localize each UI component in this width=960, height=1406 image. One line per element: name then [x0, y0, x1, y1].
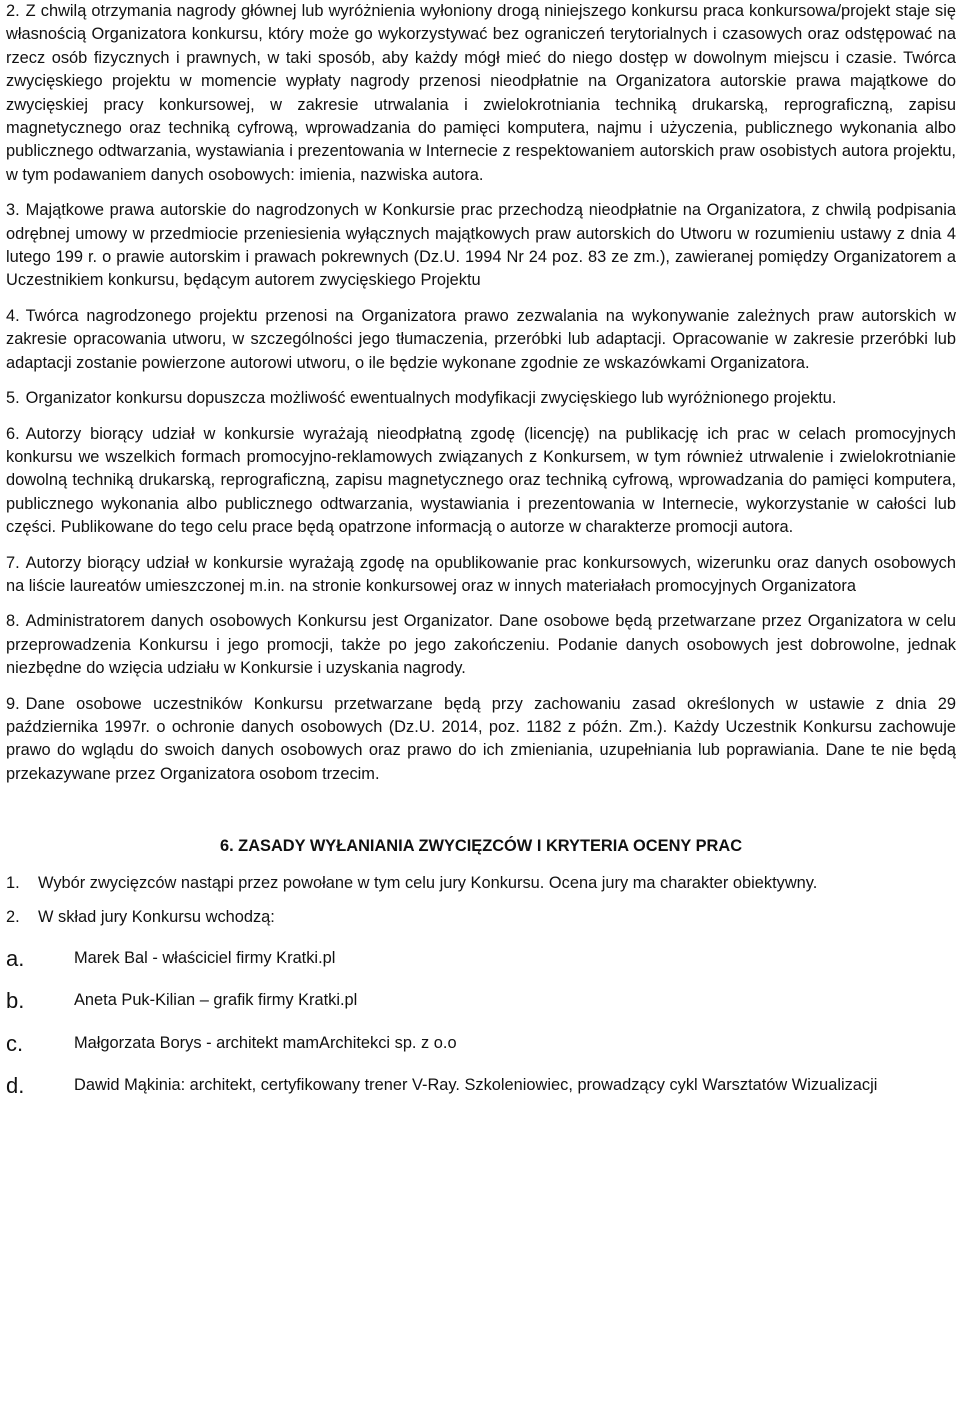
paragraph-number: 4.: [6, 306, 20, 325]
paragraph-9: [6, 693, 956, 787]
jury-member-a: [6, 947, 956, 970]
paragraph-text: Organizator konkursu dopuszcza możliwość ewentualnych modyfikacji zwycięskiego lub wyróżnionego projektu.: [25, 389, 837, 408]
section-heading: 6. ZASADY WYŁANIANIA ZWYCIĘZCÓW I KRYTERIA OCENY PRAC: [219, 837, 743, 856]
jury-marker: c.: [6, 1030, 24, 1056]
jury-marker: a.: [6, 946, 25, 971]
paragraph-2: [6, 0, 956, 187]
paragraph-6: [6, 423, 956, 540]
list-item-2: [6, 906, 956, 929]
paragraph-text: Autorzy biorący udział w konkursie wyrażają zgodę na opublikowanie prac konkursowych, wizerunku oraz danych osobowych na liście laureatów umieszczonej m.in. na stronie konkursowej oraz w innych materiałach promocyjnych Organizatora: [6, 553, 956, 595]
paragraph-7: [6, 552, 956, 599]
list-item-number: 2.: [6, 907, 20, 926]
list-item-1: [6, 872, 956, 895]
jury-marker: d.: [6, 1073, 25, 1099]
list-item-text: Wybór zwycięzców nastąpi przez powołane w tym celu jury Konkursu. Ocena jury ma charakter obiektywny.: [38, 874, 818, 893]
paragraph-4: [6, 305, 956, 375]
jury-member-text: Marek Bal - właściciel firmy Kratki.pl: [74, 949, 336, 967]
paragraph-text: Dane osobowe uczestników Konkursu przetwarzane będą przy zachowaniu zasad określonych w ustawie z dnia 29 października 1997r. o ochronie danych osobowych (Dz.U. 2014, poz. 1182 z późn. Zm.). Każdy Uczestnik Konkursu zachowuje prawo do wglądu do swoich danych osobowych oraz prawo do ich zmieniania, uzupełniania lub poprawiania. Dane te nie będą przekazywane przez Organizatora osobom trzecim.: [6, 694, 956, 783]
paragraph-text: Twórca nagrodzonego projektu przenosi na Organizatora prawo zezwalania na wykonywanie zależnych praw autorskich w zakresie opracowania utworu, w szczególności jego tłumaczenia, przeróbki lub adaptacji. Opracowanie w zakresie przeróbki lub adaptacji zostanie powierzone autorowi utworu, o ile będzie wykonane zgodnie ze wskazówkami Organizatora.: [6, 306, 956, 372]
paragraph-text: Autorzy biorący udział w konkursie wyrażają nieodpłatną zgodę (licencję) na publikację ich prac w celach promocyjnych konkursu we wszelkich formach promocyjno-reklamowych związanych z Konkursem, w tym również utrwalenie i zwielokrotnianie dowolną techniką drukarską, reprograficzną, zapisu magnetycznego oraz techniką cyfrową, wprowadzania do pamięci komputera, publicznego wykonania albo publicznego odtwarzania, wystawiania i prezentowania w Internecie, wykorzystanie w całości lub części. Publikowane do tego celu prace będą opatrzone informacją o autorze w charakterze promocji autora.: [6, 424, 956, 537]
list-item-number: 1.: [6, 874, 20, 893]
jury-member-b: [6, 989, 956, 1012]
paragraph-text: Administratorem danych osobowych Konkursu jest Organizator. Dane osobowe będą przetwarzane przez Organizatora w celu przeprowadzenia Konkursu i jego promocji, także po jego zakończeniu. Podanie danych osobowych jest dobrowolne, jednak niezbędne do wzięcia udziału w Konkursie i uzyskania nagrody.: [6, 612, 956, 678]
paragraph-number: 2.: [6, 2, 20, 20]
paragraph-text: Z chwilą otrzymania nagrody głównej lub wyróżnienia wyłoniony drogą niniejszego konkursu praca konkursowa/projekt staje się własnością Organizatora konkursu, który może go wykorzystywać bez ograniczeń terytorialnych i czasowych oraz odstępować na rzecz osób fizycznych i prawnych, w taki sposób, aby każdy mógł mieć do niego dostęp w dowolnym miejscu i czasie. Twórca zwycięskiego projektu w momencie wypłaty nagrody przenosi nieodpłatnie na Organizatora autorskie prawa majątkowe do zwycięskiej pracy konkursowej, w zakresie utrwalania i zwielokrotniania techniką drukarską, reprograficzną, zapisu magnetycznego oraz techniką cyfrową, wprowadzania do pamięci komputera, najmu i użyczenia, publicznego wykonania albo publicznego odtwarzania, wystawiania i prezentowania w Internecie z respektowaniem autorskich praw osobistych autora projektu, w tym podawaniem danych osobowych: imienia, nazwiska autora.: [6, 2, 956, 184]
paragraph-5: [6, 387, 956, 410]
paragraph-number: 9.: [6, 694, 20, 713]
jury-member-d: [6, 1074, 956, 1097]
paragraph-number: 6.: [6, 424, 20, 443]
paragraph-number: 3.: [6, 201, 20, 220]
paragraph-3: [6, 199, 956, 293]
paragraph-text: Majątkowe prawa autorskie do nagrodzonych w Konkursie prac przechodzą nieodpłatnie na Organizatora, z chwilą podpisania odrębnej umowy w przedmiocie przeniesienia wyłącznych majątkowych praw autorskich do Utworu w rozumieniu ustawy z dnia 4 lutego 199 r. o prawie autorskim i prawach pokrewnych (Dz.U. 1994 Nr 24 poz. 83 ze zm.), zawieranej pomiędzy Organizatorem a Uczestnikiem konkursu, będącym autorem zwycięskiego Projektu: [6, 201, 956, 290]
paragraph-number: 7.: [6, 553, 20, 572]
list-item-text: W skład jury Konkursu wchodzą:: [38, 907, 275, 926]
document-page: [6, 0, 956, 1098]
jury-member-text: Małgorzata Borys - architekt mamArchitekci sp. z o.o: [74, 1033, 457, 1052]
paragraph-number: 8.: [6, 612, 20, 631]
jury-member-text: Aneta Puk-Kilian – grafik firmy Kratki.pl: [74, 991, 358, 1010]
jury-marker: b.: [6, 988, 25, 1014]
jury-member-text: Dawid Mąkinia: architekt, certyfikowany trener V-Ray. Szkoleniowiec, prowadzący cykl Warsztatów Wizualizacji: [74, 1076, 878, 1095]
paragraph-8: [6, 610, 956, 680]
paragraph-number: 5.: [6, 389, 20, 408]
jury-member-c: [6, 1032, 956, 1055]
